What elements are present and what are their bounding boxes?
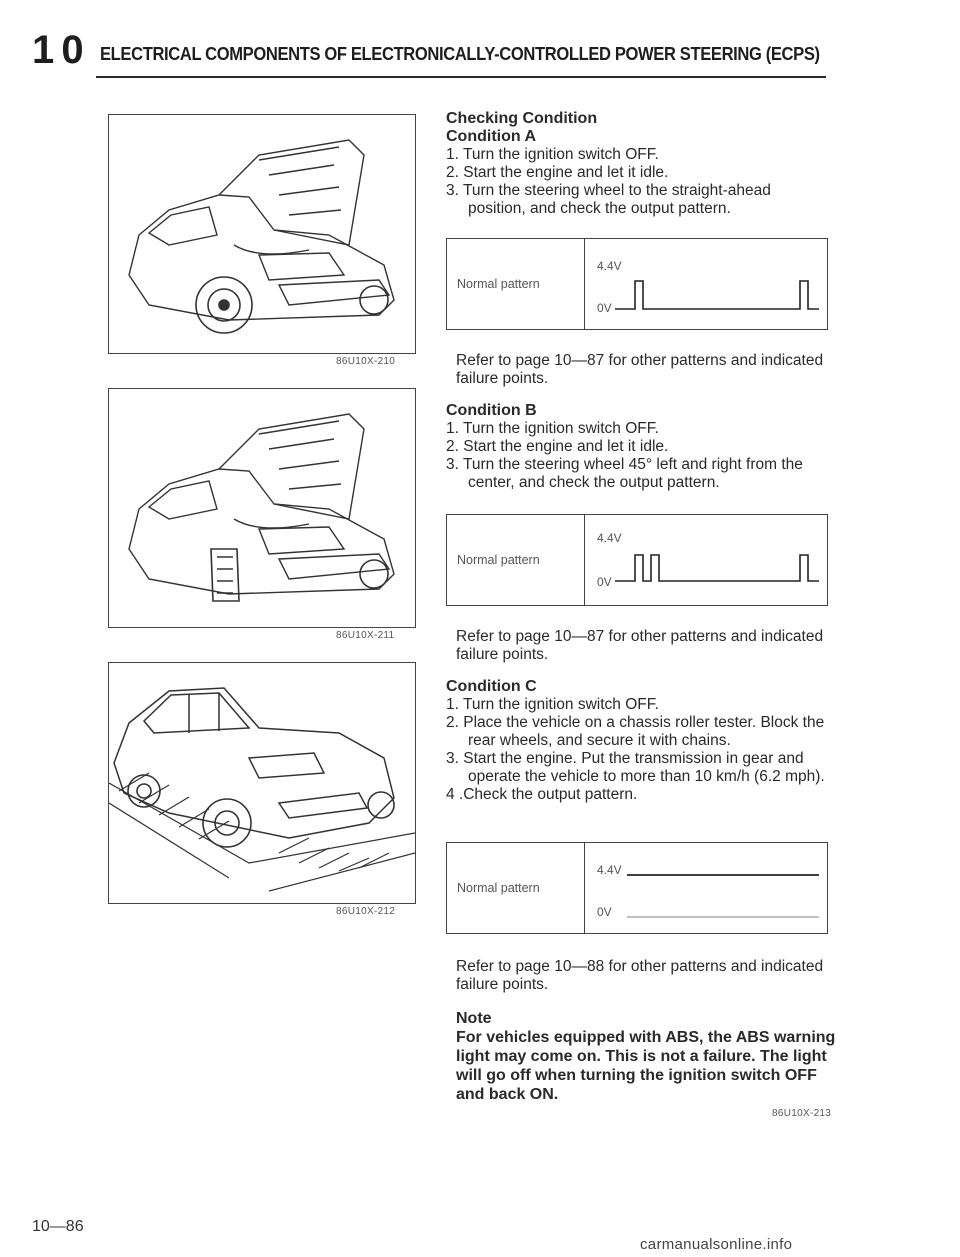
header-rule xyxy=(96,76,826,78)
figure-roller-tester xyxy=(108,662,416,904)
condition-c-title: Condition C xyxy=(446,678,537,695)
car-wheel-turned-illustration xyxy=(109,389,415,627)
condition-b-title: Condition B xyxy=(446,402,537,419)
checking-title: Checking Condition xyxy=(446,110,598,127)
condition-b-refer: Refer to page 10—87 for other patterns and indicated failure points. xyxy=(456,628,824,663)
condition-a-step: 1. Turn the ignition switch OFF. xyxy=(446,146,659,163)
pattern-label: Normal pattern xyxy=(447,515,585,605)
page-number: 10—86 xyxy=(32,1218,84,1235)
voltage-low: 0V xyxy=(597,905,612,919)
car-on-roller-tester-illustration xyxy=(109,663,415,903)
waveform-c xyxy=(585,843,827,933)
condition-c-step: 4 .Check the output pattern. xyxy=(446,786,638,803)
waveform-b xyxy=(585,515,827,605)
condition-c-step: 1. Turn the ignition switch OFF. xyxy=(446,696,659,713)
page-title: ELECTRICAL COMPONENTS OF ELECTRONICALLY-CONTROLLED POWER STEERING (ECPS) xyxy=(100,44,820,64)
figure-hood-open xyxy=(108,114,416,354)
waveform-a xyxy=(585,239,827,329)
condition-b-step: 2. Start the engine and let it idle. xyxy=(446,438,669,455)
car-hood-open-illustration xyxy=(109,115,415,353)
figure-code: 86U10X-213 xyxy=(772,1108,832,1119)
condition-c-step: 2. Place the vehicle on a chassis roller tester. Block the rear wheels, and secure it with chains. xyxy=(446,714,825,749)
figure-wheel-turned xyxy=(108,388,416,628)
condition-c-refer: Refer to page 10—88 for other patterns and indicated failure points. xyxy=(456,958,824,993)
pattern-table-c xyxy=(446,842,828,934)
condition-a-title: Condition A xyxy=(446,128,537,145)
pattern-label: Normal pattern xyxy=(447,239,585,329)
voltage-high: 4.4V xyxy=(597,531,622,545)
waveform-trace xyxy=(585,239,825,329)
condition-a-section xyxy=(446,110,830,218)
condition-a-step: 2. Start the engine and let it idle. xyxy=(446,164,669,181)
pattern-table-a xyxy=(446,238,828,330)
figure-code: 86U10X-212 xyxy=(336,906,396,917)
voltage-high: 4.4V xyxy=(597,863,622,877)
note-body: For vehicles equipped with ABS, the ABS warning light may come on. This is not a failure. The light will go off when turning the ignition switch OFF and back ON. xyxy=(456,1029,836,1103)
chapter-number: 1 0 xyxy=(32,28,82,72)
condition-c-section xyxy=(446,678,830,804)
condition-a-step: 3. Turn the steering wheel to the straight-ahead position, and check the output pattern. xyxy=(446,182,771,217)
voltage-high: 4.4V xyxy=(597,259,622,273)
watermark: carmanualsonline.info xyxy=(640,1236,793,1253)
note-section xyxy=(446,1010,840,1104)
pattern-table-b xyxy=(446,514,828,606)
condition-b-step: 3. Turn the steering wheel 45° left and right from the center, and check the output pattern. xyxy=(446,456,803,491)
figure-code: 86U10X-211 xyxy=(336,630,395,641)
waveform-trace xyxy=(585,515,825,605)
condition-a-refer: Refer to page 10—87 for other patterns and indicated failure points. xyxy=(456,352,824,387)
pattern-label: Normal pattern xyxy=(447,843,585,933)
voltage-low: 0V xyxy=(597,301,612,315)
waveform-trace xyxy=(585,843,825,933)
figure-code: 86U10X-210 xyxy=(336,356,396,367)
condition-c-step: 3. Start the engine. Put the transmission in gear and operate the vehicle to more than 10 km/h (6.2 mph). xyxy=(446,750,825,785)
condition-b-section xyxy=(446,402,830,492)
note-title: Note xyxy=(456,1010,492,1027)
condition-b-step: 1. Turn the ignition switch OFF. xyxy=(446,420,659,437)
voltage-low: 0V xyxy=(597,575,612,589)
